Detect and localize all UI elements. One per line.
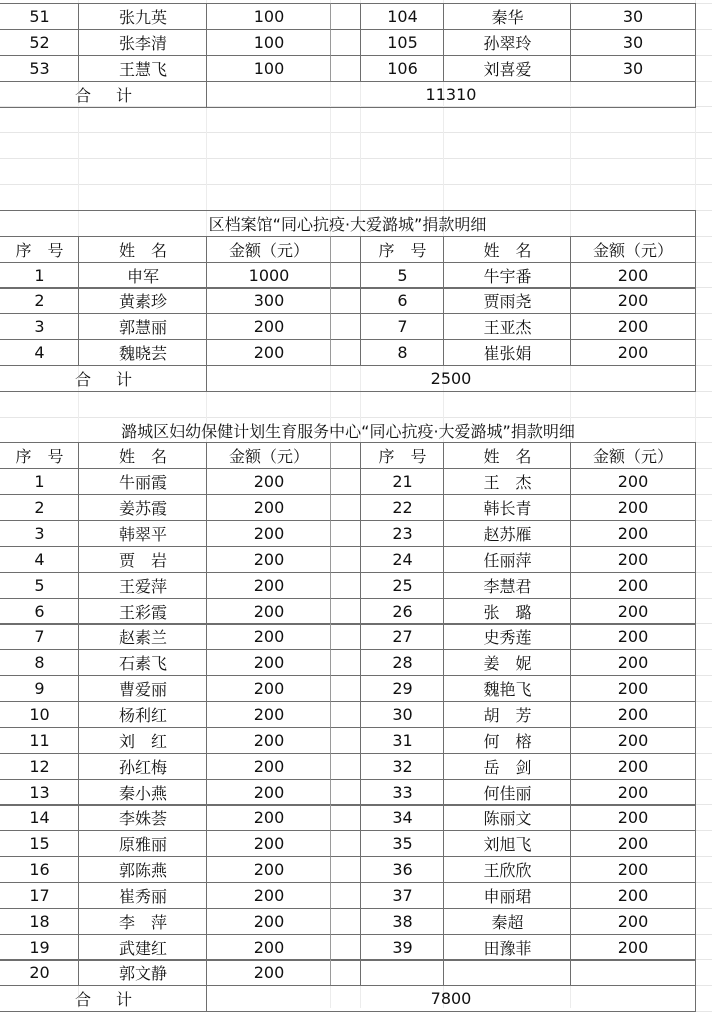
- sheet-gridline: [0, 184, 712, 185]
- cell-amount[interactable]: 200: [206, 339, 331, 366]
- header-no[interactable]: 序 号: [360, 236, 444, 263]
- cell-no[interactable]: 34: [360, 804, 444, 831]
- table-title: [0, 210, 695, 237]
- table-row: [0, 520, 695, 547]
- cell-name[interactable]: 石素飞: [78, 649, 207, 676]
- cell-amount[interactable]: 200: [570, 804, 696, 831]
- cell-name[interactable]: 李 萍: [78, 908, 207, 935]
- cell-name[interactable]: 何 榕: [443, 727, 571, 754]
- cell-no[interactable]: 53: [0, 55, 79, 82]
- cell-name[interactable]: 刘喜爱: [443, 55, 571, 82]
- cell-amount[interactable]: 200: [570, 727, 696, 754]
- cell-name[interactable]: 贾 岩: [78, 546, 207, 573]
- cell-amount[interactable]: 200: [206, 753, 331, 780]
- cell-spacer[interactable]: [330, 468, 361, 495]
- cell-amount[interactable]: 200: [206, 468, 331, 495]
- cell-name[interactable]: 魏晓芸: [78, 339, 207, 366]
- cell-name[interactable]: 秦超: [443, 908, 571, 935]
- table-row: [0, 701, 695, 728]
- cell-no[interactable]: 21: [360, 468, 444, 495]
- table-row: [0, 55, 695, 82]
- cell-no[interactable]: 25: [360, 572, 444, 599]
- cell-spacer[interactable]: [330, 55, 361, 82]
- cell-no[interactable]: 9: [0, 675, 79, 702]
- cell-name[interactable]: 刘旭飞: [443, 830, 571, 857]
- cell-name[interactable]: 王彩霞: [78, 598, 207, 625]
- table-row: [0, 572, 695, 599]
- cell-no[interactable]: 5: [360, 262, 444, 289]
- cell-no[interactable]: 52: [0, 29, 79, 56]
- cell-amount[interactable]: 200: [570, 830, 696, 857]
- cell-no[interactable]: 20: [0, 959, 79, 986]
- cell-amount[interactable]: 200: [570, 313, 696, 340]
- cell-spacer[interactable]: [330, 649, 361, 676]
- cell-name[interactable]: 杨利红: [78, 701, 207, 728]
- cell-amount[interactable]: 200: [206, 934, 331, 961]
- cell-amount[interactable]: 30: [570, 29, 696, 56]
- header-amount[interactable]: 金额（元）: [570, 236, 696, 263]
- cell-name[interactable]: 史秀莲: [443, 623, 571, 650]
- header-name[interactable]: 姓 名: [443, 442, 571, 469]
- cell-spacer[interactable]: [330, 830, 361, 857]
- cell-no[interactable]: 8: [0, 649, 79, 676]
- cell-name[interactable]: 秦华: [443, 3, 571, 30]
- cell-name[interactable]: 张 璐: [443, 598, 571, 625]
- table-row: [0, 313, 695, 340]
- cell-name[interactable]: 任丽萍: [443, 546, 571, 573]
- cell-name[interactable]: 王爱萍: [78, 572, 207, 599]
- cell-amount[interactable]: 200: [206, 313, 331, 340]
- cell-amount[interactable]: 30: [570, 3, 696, 30]
- cell-name[interactable]: 姜苏霞: [78, 494, 207, 521]
- cell-spacer[interactable]: [330, 959, 361, 986]
- cell-no[interactable]: 23: [360, 520, 444, 547]
- cell-no[interactable]: 12: [0, 753, 79, 780]
- cell-no[interactable]: 37: [360, 882, 444, 909]
- cell-spacer[interactable]: [330, 701, 361, 728]
- header-no[interactable]: 序 号: [360, 442, 444, 469]
- table-row: [0, 494, 695, 521]
- cell-spacer[interactable]: [330, 779, 361, 806]
- table-title-text[interactable]: 区档案馆“同心抗疫·大爱潞城”捐款明细: [0, 210, 696, 237]
- cell-amount[interactable]: 30: [570, 55, 696, 82]
- cell-name[interactable]: 黄素珍: [78, 287, 207, 314]
- cell-name[interactable]: 张李清: [78, 29, 207, 56]
- cell-amount[interactable]: [570, 959, 696, 986]
- table-row: [0, 779, 695, 806]
- cell-name[interactable]: 申丽珺: [443, 882, 571, 909]
- cell-name[interactable]: 魏艳飞: [443, 675, 571, 702]
- cell-spacer[interactable]: [330, 520, 361, 547]
- cell-name[interactable]: 田豫菲: [443, 934, 571, 961]
- total-value[interactable]: 7800: [206, 985, 696, 1012]
- cell-no[interactable]: 15: [0, 830, 79, 857]
- cell-amount[interactable]: 200: [206, 572, 331, 599]
- cell-no[interactable]: 5: [0, 572, 79, 599]
- cell-no[interactable]: 1: [0, 262, 79, 289]
- cell-amount[interactable]: 200: [570, 468, 696, 495]
- cell-name[interactable]: 原雅丽: [78, 830, 207, 857]
- cell-amount[interactable]: 200: [206, 830, 331, 857]
- cell-name[interactable]: 李姝荟: [78, 804, 207, 831]
- cell-name[interactable]: 刘 红: [78, 727, 207, 754]
- cell-amount[interactable]: 200: [206, 908, 331, 935]
- cell-no[interactable]: 4: [0, 546, 79, 573]
- cell-name[interactable]: 曹爱丽: [78, 675, 207, 702]
- table-row: [0, 262, 695, 289]
- table-row: [0, 804, 695, 831]
- cell-no[interactable]: 51: [0, 3, 79, 30]
- cell-name[interactable]: 王 杰: [443, 468, 571, 495]
- cell-name[interactable]: 陈丽文: [443, 804, 571, 831]
- cell-name[interactable]: 崔秀丽: [78, 882, 207, 909]
- table-row: [0, 287, 695, 314]
- cell-spacer[interactable]: [330, 494, 361, 521]
- cell-no[interactable]: 27: [360, 623, 444, 650]
- cell-name[interactable]: 孙翠玲: [443, 29, 571, 56]
- cell-no[interactable]: 11: [0, 727, 79, 754]
- cell-amount[interactable]: 200: [570, 546, 696, 573]
- cell-no[interactable]: 3: [0, 313, 79, 340]
- cell-no[interactable]: 33: [360, 779, 444, 806]
- cell-name[interactable]: 韩长青: [443, 494, 571, 521]
- cell-no[interactable]: 16: [0, 856, 79, 883]
- cell-spacer[interactable]: [330, 262, 361, 289]
- header-name[interactable]: 姓 名: [78, 442, 207, 469]
- header-name[interactable]: 姓 名: [78, 236, 207, 263]
- cell-no[interactable]: 26: [360, 598, 444, 625]
- cell-amount[interactable]: 200: [206, 520, 331, 547]
- table-row: [0, 3, 695, 30]
- cell-spacer[interactable]: [330, 934, 361, 961]
- cell-amount[interactable]: 200: [570, 882, 696, 909]
- cell-name[interactable]: 郭文静: [78, 959, 207, 986]
- cell-amount[interactable]: 100: [206, 3, 331, 30]
- cell-spacer[interactable]: [330, 727, 361, 754]
- cell-spacer[interactable]: [330, 882, 361, 909]
- cell-no[interactable]: 19: [0, 934, 79, 961]
- cell-spacer[interactable]: [330, 313, 361, 340]
- cell-name[interactable]: 武建红: [78, 934, 207, 961]
- total-label[interactable]: 合 计: [0, 365, 207, 392]
- cell-amount[interactable]: 200: [570, 753, 696, 780]
- cell-amount[interactable]: 200: [570, 701, 696, 728]
- header-row: [0, 236, 695, 263]
- header-row: [0, 442, 695, 469]
- cell-name[interactable]: 张九英: [78, 3, 207, 30]
- table-title: [0, 417, 695, 444]
- cell-no[interactable]: 18: [0, 908, 79, 935]
- cell-amount[interactable]: 200: [206, 494, 331, 521]
- cell-name[interactable]: 牛宇番: [443, 262, 571, 289]
- table-row: [0, 623, 695, 650]
- table-row: [0, 753, 695, 780]
- cell-amount[interactable]: 100: [206, 55, 331, 82]
- cell-amount[interactable]: 200: [206, 959, 331, 986]
- header-no[interactable]: 序 号: [0, 442, 79, 469]
- cell-no[interactable]: 22: [360, 494, 444, 521]
- cell-no[interactable]: 36: [360, 856, 444, 883]
- cell-spacer[interactable]: [330, 287, 361, 314]
- cell-amount[interactable]: 200: [570, 649, 696, 676]
- cell-amount[interactable]: 200: [206, 598, 331, 625]
- cell-name[interactable]: 贾雨尧: [443, 287, 571, 314]
- cell-no[interactable]: 104: [360, 3, 444, 30]
- cell-amount[interactable]: 200: [570, 339, 696, 366]
- cell-name[interactable]: 王亚杰: [443, 313, 571, 340]
- cell-no[interactable]: 8: [360, 339, 444, 366]
- cell-amount[interactable]: 200: [570, 598, 696, 625]
- sheet-gridline: [0, 132, 712, 133]
- cell-no[interactable]: [360, 959, 444, 986]
- cell-amount[interactable]: 200: [206, 675, 331, 702]
- cell-no[interactable]: 29: [360, 675, 444, 702]
- cell-amount[interactable]: 200: [570, 779, 696, 806]
- cell-no[interactable]: 7: [360, 313, 444, 340]
- table-title-text[interactable]: 潞城区妇幼保健计划生育服务中心“同心抗疫·大爱潞城”捐款明细: [121, 422, 575, 441]
- cell-amount[interactable]: 200: [570, 262, 696, 289]
- table-row: [0, 856, 695, 883]
- cell-no[interactable]: 10: [0, 701, 79, 728]
- table-row: [0, 598, 695, 625]
- cell-amount[interactable]: 200: [570, 908, 696, 935]
- cell-amount[interactable]: 200: [206, 701, 331, 728]
- cell-name[interactable]: 郭陈燕: [78, 856, 207, 883]
- cell-amount[interactable]: 200: [206, 882, 331, 909]
- cell-spacer[interactable]: [330, 598, 361, 625]
- cell-amount[interactable]: 200: [206, 649, 331, 676]
- header-amount[interactable]: 金额（元）: [206, 442, 331, 469]
- cell-amount[interactable]: 200: [570, 856, 696, 883]
- cell-name[interactable]: 岳 剑: [443, 753, 571, 780]
- total-value[interactable]: 11310: [206, 81, 696, 108]
- cell-name[interactable]: 何佳丽: [443, 779, 571, 806]
- cell-name[interactable]: 郭慧丽: [78, 313, 207, 340]
- cell-amount[interactable]: 200: [570, 675, 696, 702]
- header-name[interactable]: 姓 名: [443, 236, 571, 263]
- total-value[interactable]: 2500: [206, 365, 696, 392]
- table-row: [0, 934, 695, 961]
- cell-no[interactable]: 38: [360, 908, 444, 935]
- cell-no[interactable]: 6: [360, 287, 444, 314]
- cell-name[interactable]: 胡 芳: [443, 701, 571, 728]
- cell-name[interactable]: 申军: [78, 262, 207, 289]
- cell-spacer[interactable]: [330, 675, 361, 702]
- cell-amount[interactable]: 200: [206, 623, 331, 650]
- table-row: [0, 339, 695, 366]
- table-row: [0, 959, 695, 986]
- cell-name[interactable]: 王慧飞: [78, 55, 207, 82]
- cell-no[interactable]: 7: [0, 623, 79, 650]
- cell-amount[interactable]: 300: [206, 287, 331, 314]
- header-amount[interactable]: 金额（元）: [206, 236, 331, 263]
- total-label[interactable]: 合 计: [0, 985, 207, 1012]
- cell-name[interactable]: 赵素兰: [78, 623, 207, 650]
- cell-name[interactable]: [443, 959, 571, 986]
- cell-name[interactable]: 秦小燕: [78, 779, 207, 806]
- cell-name[interactable]: 姜 妮: [443, 649, 571, 676]
- cell-spacer[interactable]: [330, 856, 361, 883]
- cell-name[interactable]: 韩翠平: [78, 520, 207, 547]
- header-amount[interactable]: 金额（元）: [570, 442, 696, 469]
- cell-no[interactable]: 28: [360, 649, 444, 676]
- table-row: [0, 908, 695, 935]
- cell-spacer[interactable]: [330, 572, 361, 599]
- table-row: [0, 468, 695, 495]
- cell-spacer[interactable]: [330, 623, 361, 650]
- cell-name[interactable]: 赵苏雁: [443, 520, 571, 547]
- sheet-gridline: [0, 158, 712, 159]
- cell-spacer[interactable]: [330, 908, 361, 935]
- cell-name[interactable]: 李慧君: [443, 572, 571, 599]
- cell-amount[interactable]: 200: [206, 804, 331, 831]
- cell-no[interactable]: 2: [0, 494, 79, 521]
- cell-spacer[interactable]: [330, 339, 361, 366]
- cell-no[interactable]: 24: [360, 546, 444, 573]
- total-row: [0, 365, 695, 392]
- cell-amount[interactable]: 200: [570, 572, 696, 599]
- cell-no[interactable]: 1: [0, 468, 79, 495]
- table-row: [0, 882, 695, 909]
- cell-spacer[interactable]: [330, 3, 361, 30]
- table-row: [0, 546, 695, 573]
- cell-spacer[interactable]: [330, 804, 361, 831]
- table-row: [0, 29, 695, 56]
- table-row: [0, 649, 695, 676]
- cell-spacer[interactable]: [330, 546, 361, 573]
- cell-amount[interactable]: 200: [206, 546, 331, 573]
- cell-amount[interactable]: 200: [570, 934, 696, 961]
- cell-no[interactable]: 106: [360, 55, 444, 82]
- cell-name[interactable]: 牛丽霞: [78, 468, 207, 495]
- cell-name[interactable]: 崔张娟: [443, 339, 571, 366]
- table-row: [0, 675, 695, 702]
- total-row: [0, 81, 695, 108]
- cell-no[interactable]: 14: [0, 804, 79, 831]
- cell-no[interactable]: 6: [0, 598, 79, 625]
- cell-no[interactable]: 3: [0, 520, 79, 547]
- cell-no[interactable]: 32: [360, 753, 444, 780]
- cell-amount[interactable]: 200: [570, 623, 696, 650]
- cell-amount[interactable]: 200: [206, 727, 331, 754]
- cell-no[interactable]: 105: [360, 29, 444, 56]
- cell-amount[interactable]: 200: [570, 494, 696, 521]
- cell-amount[interactable]: 200: [206, 856, 331, 883]
- cell-name[interactable]: 王欣欣: [443, 856, 571, 883]
- table-row: [0, 830, 695, 857]
- cell-amount[interactable]: 200: [206, 779, 331, 806]
- header-no[interactable]: 序 号: [0, 236, 79, 263]
- cell-no[interactable]: 35: [360, 830, 444, 857]
- cell-no[interactable]: 2: [0, 287, 79, 314]
- cell-amount[interactable]: 100: [206, 29, 331, 56]
- cell-no[interactable]: 30: [360, 701, 444, 728]
- cell-amount[interactable]: 200: [570, 287, 696, 314]
- cell-spacer[interactable]: [330, 753, 361, 780]
- cell-spacer[interactable]: [330, 29, 361, 56]
- header-spacer[interactable]: [330, 236, 361, 263]
- cell-no[interactable]: 17: [0, 882, 79, 909]
- cell-no[interactable]: 39: [360, 934, 444, 961]
- cell-no[interactable]: 4: [0, 339, 79, 366]
- header-spacer[interactable]: [330, 442, 361, 469]
- table-row: [0, 727, 695, 754]
- cell-amount[interactable]: 200: [570, 520, 696, 547]
- cell-no[interactable]: 13: [0, 779, 79, 806]
- total-label[interactable]: 合 计: [0, 81, 207, 108]
- cell-name[interactable]: 孙红梅: [78, 753, 207, 780]
- cell-amount[interactable]: 1000: [206, 262, 331, 289]
- cell-no[interactable]: 31: [360, 727, 444, 754]
